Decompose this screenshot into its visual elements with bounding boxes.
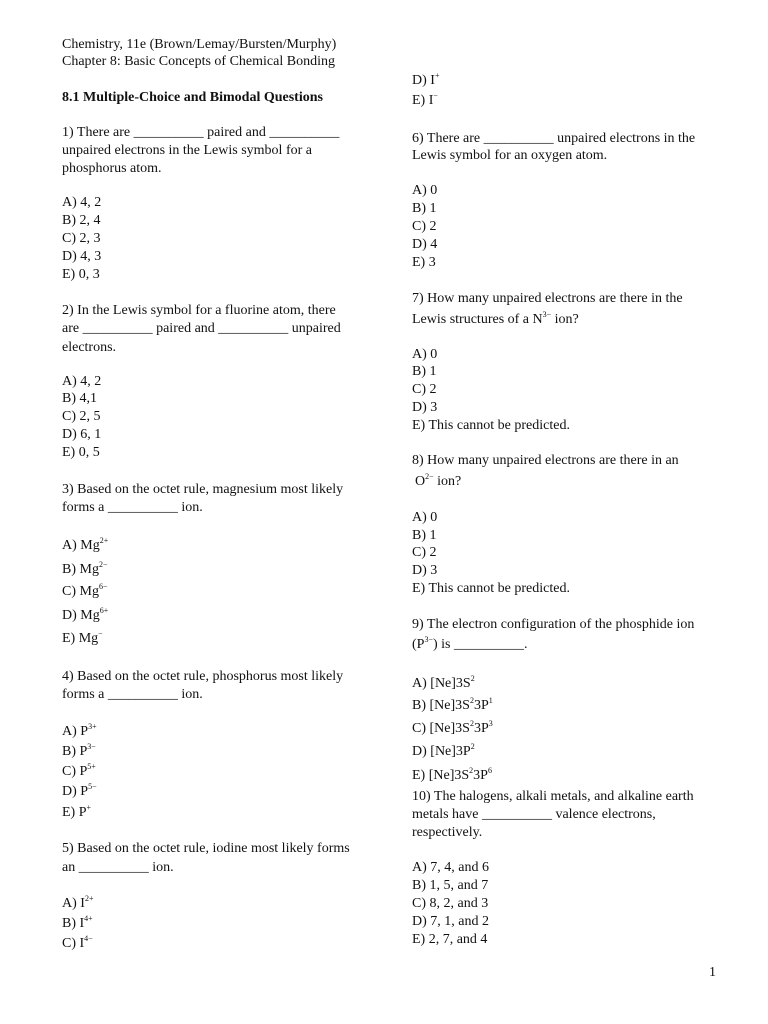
question-text-fragment: ion?	[433, 474, 462, 489]
ion-charge: 4+	[84, 914, 93, 923]
ion-charge: 3−	[87, 742, 96, 751]
answer-option	[62, 743, 96, 761]
answer-option	[412, 72, 439, 90]
page-number: 1	[709, 965, 716, 980]
option-label: D)	[62, 784, 77, 799]
course-title: Chemistry, 11e (Brown/Lemay/Bursten/Murphy)	[62, 37, 337, 52]
answer-option: B) 1	[412, 364, 437, 379]
question-2-text: 2) In the Lewis symbol for a fluorine atom, there	[62, 303, 336, 318]
option-label: D)	[62, 608, 77, 623]
ion-symbol: P	[80, 724, 89, 739]
ion-symbol: Mg	[79, 584, 99, 599]
config-term: [Ne]3S	[429, 698, 470, 713]
answer-option: D) 4	[412, 237, 438, 252]
option-label: A)	[62, 538, 77, 553]
config-superscript: 1	[488, 696, 493, 705]
config-term: 3P	[473, 698, 489, 713]
answer-option: D) 3	[412, 563, 438, 578]
answer-option	[62, 630, 103, 648]
answer-option	[412, 720, 493, 738]
question-3-text: 3) Based on the octet rule, magnesium most likely	[62, 482, 344, 497]
ion-symbol: I	[80, 896, 85, 911]
question-text-fragment: ) is __________.	[432, 637, 528, 652]
question-3-text: forms a __________ ion.	[62, 500, 203, 515]
ion-symbol: P	[416, 637, 425, 652]
ion-charge: 2+	[99, 536, 109, 545]
config-term: 3P	[473, 768, 488, 783]
answer-option: E) 3	[412, 255, 436, 270]
option-label: E)	[412, 93, 426, 108]
config-term: [Ne]3S	[429, 721, 470, 736]
config-superscript: 2	[469, 696, 474, 705]
question-4-text: 4) Based on the octet rule, phosphorus most likely	[62, 669, 344, 684]
config-superscript: 2	[469, 766, 474, 775]
question-7-text: 7) How many unpaired electrons are there in the	[412, 291, 683, 306]
ion-symbol: I	[79, 936, 85, 951]
question-1-text: 1) There are __________ paired and __________	[62, 125, 340, 140]
ion-charge: 4−	[84, 934, 93, 943]
config-term: [Ne]3P	[430, 744, 471, 759]
answer-option: E) This cannot be predicted.	[412, 418, 570, 433]
answer-option: C) 8, 2, and 3	[412, 896, 489, 911]
answer-option	[62, 895, 93, 913]
question-10-text: metals have __________ valence electrons,	[412, 807, 656, 822]
ion-charge: 3−	[424, 635, 433, 644]
option-label: A)	[62, 896, 77, 911]
ion-charge: 6−	[98, 582, 108, 591]
option-label: B)	[412, 698, 426, 713]
answer-option: E) This cannot be predicted.	[412, 581, 570, 596]
option-label: B)	[62, 562, 76, 577]
answer-option: A) 0	[412, 347, 438, 362]
answer-option	[62, 723, 97, 741]
config-term: 3P	[473, 721, 489, 736]
answer-option: B) 1	[412, 201, 437, 216]
option-label: C)	[62, 764, 76, 779]
question-9-text: 9) The electron configuration of the phosphide ion	[412, 617, 695, 632]
ion-symbol: O	[415, 474, 426, 489]
chapter-title: Chapter 8: Basic Concepts of Chemical Bonding	[62, 54, 335, 69]
answer-option	[412, 92, 438, 110]
answer-option	[62, 935, 93, 953]
ion-charge: +	[86, 803, 92, 812]
option-label: A)	[62, 724, 77, 739]
answer-option	[62, 561, 107, 579]
ion-charge: 6+	[99, 606, 109, 615]
ion-charge: 3−	[542, 310, 552, 319]
question-6-text: 6) There are __________ unpaired electrons in the	[412, 131, 696, 146]
answer-option	[412, 675, 475, 693]
answer-option: C) 2	[412, 382, 437, 397]
ion-charge: 2−	[425, 472, 434, 481]
answer-option	[412, 767, 492, 785]
ion-charge: −	[98, 629, 103, 638]
option-label: D)	[412, 744, 427, 759]
answer-option: A) 4, 2	[62, 374, 102, 389]
answer-option: A) 4, 2	[62, 195, 102, 210]
ion-symbol: Mg	[78, 631, 99, 646]
ion-symbol: I	[430, 73, 435, 88]
ion-symbol: Mg	[79, 562, 99, 577]
answer-option: C) 2	[412, 219, 437, 234]
option-label: D)	[412, 73, 427, 88]
ion-charge: −	[433, 91, 438, 100]
question-10-text: respectively.	[412, 825, 483, 840]
ion-symbol: P	[80, 784, 89, 799]
ion-symbol: I	[79, 916, 85, 931]
ion-symbol: N	[532, 312, 543, 327]
ion-charge: +	[434, 71, 440, 80]
question-7-text	[412, 311, 579, 329]
ion-charge: 2+	[84, 894, 94, 903]
answer-option: B) 1, 5, and 7	[412, 878, 489, 893]
question-2-text: are __________ paired and __________ unpaired	[62, 321, 341, 336]
ion-charge: 3+	[88, 722, 97, 731]
answer-option: D) 3	[412, 400, 438, 415]
question-8-text	[415, 473, 461, 491]
ion-symbol: P	[79, 744, 88, 759]
ion-symbol: P	[78, 805, 87, 820]
option-label: C)	[412, 721, 426, 736]
answer-option: E) 0, 5	[62, 445, 100, 460]
option-label: B)	[62, 916, 76, 931]
answer-option: C) 2, 3	[62, 231, 101, 246]
ion-charge: 5+	[87, 762, 96, 771]
ion-symbol: P	[79, 764, 88, 779]
answer-option: C) 2, 5	[62, 409, 101, 424]
option-label: E)	[62, 805, 76, 820]
answer-option: B) 4,1	[62, 391, 97, 406]
question-1-text: phosphorus atom.	[62, 161, 162, 176]
answer-option: A) 0	[412, 510, 438, 525]
answer-option	[62, 783, 97, 801]
answer-option: C) 2	[412, 545, 437, 560]
ion-symbol: I	[428, 93, 434, 108]
answer-option: A) 0	[412, 183, 438, 198]
question-text-fragment: (	[412, 637, 417, 652]
answer-option: B) 1	[412, 528, 437, 543]
section-heading: 8.1 Multiple-Choice and Bimodal Questions	[62, 90, 323, 105]
config-superscript: 6	[487, 766, 492, 775]
answer-option: E) 2, 7, and 4	[412, 932, 488, 947]
answer-option: D) 4, 3	[62, 249, 102, 264]
answer-option: A) 7, 4, and 6	[412, 860, 489, 875]
ion-symbol: Mg	[80, 608, 100, 623]
question-9-text	[412, 636, 527, 654]
question-5-text: an __________ ion.	[62, 860, 174, 875]
answer-option: D) 6, 1	[62, 427, 102, 442]
config-superscript: 2	[469, 719, 474, 728]
config-superscript: 2	[470, 674, 475, 683]
option-label: C)	[62, 936, 76, 951]
answer-option: E) 0, 3	[62, 267, 100, 282]
question-6-text: Lewis symbol for an oxygen atom.	[412, 148, 608, 163]
question-2-text: electrons.	[62, 340, 117, 355]
answer-option	[62, 583, 107, 601]
answer-option	[62, 607, 108, 625]
question-1-text: unpaired electrons in the Lewis symbol for a	[62, 143, 312, 158]
question-4-text: forms a __________ ion.	[62, 687, 203, 702]
question-5-text: 5) Based on the octet rule, iodine most likely forms	[62, 841, 350, 856]
question-text-fragment: Lewis structures of a	[412, 312, 533, 327]
question-8-text: 8) How many unpaired electrons are there in an	[412, 453, 679, 468]
answer-option	[62, 804, 91, 822]
answer-option	[62, 915, 93, 933]
answer-option: D) 7, 1, and 2	[412, 914, 489, 929]
option-label: E)	[62, 631, 76, 646]
option-label: A)	[412, 676, 427, 691]
ion-charge: 2−	[98, 560, 108, 569]
question-text-fragment: ion?	[551, 312, 579, 327]
option-label: B)	[62, 744, 76, 759]
answer-option: B) 2, 4	[62, 213, 101, 228]
config-superscript: 3	[488, 719, 493, 728]
config-term: [Ne]3S	[430, 676, 471, 691]
answer-option	[62, 537, 108, 555]
config-superscript: 2	[470, 742, 475, 751]
option-label: E)	[412, 768, 426, 783]
answer-option	[412, 697, 493, 715]
answer-option	[412, 743, 475, 761]
config-term: [Ne]3S	[428, 768, 470, 783]
ion-symbol: Mg	[80, 538, 100, 553]
ion-charge: 5−	[88, 782, 97, 791]
option-label: C)	[62, 584, 76, 599]
question-10-text: 10) The halogens, alkali metals, and alkaline earth	[412, 789, 694, 804]
answer-option	[62, 763, 96, 781]
